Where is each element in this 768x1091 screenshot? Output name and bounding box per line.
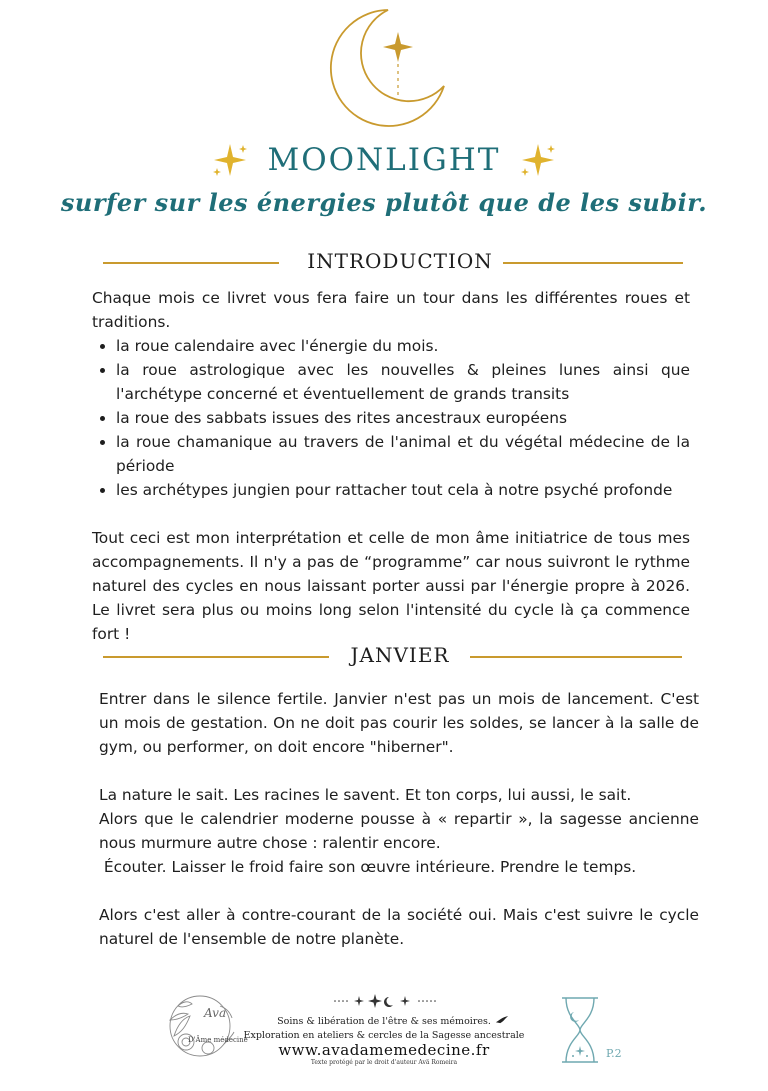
introduction-section bbox=[92, 286, 690, 646]
divider-left bbox=[103, 262, 279, 264]
footer-copyright: Texte protégé par le droit d'auteur Avä Romeira bbox=[310, 1059, 458, 1066]
logo-caption: D'Âme médecine bbox=[188, 1036, 248, 1044]
page-number: P.2 bbox=[606, 1047, 622, 1060]
hourglass-icon bbox=[558, 994, 602, 1066]
list-item: • les archétypes jungien pour rattacher tout cela à notre psyché profonde bbox=[116, 478, 690, 502]
bird-icon bbox=[495, 1015, 509, 1026]
section-heading-introduction: INTRODUCTION bbox=[307, 249, 493, 273]
list-item: • la roue astrologique avec les nouvelles & pleines lunes ainsi que l'archétype concerné et éventuellement de grands transits bbox=[116, 358, 690, 406]
divider-right bbox=[503, 262, 683, 264]
footer-tagline-2: Exploration en ateliers & cercles de la Sagesse ancestrale bbox=[243, 1030, 525, 1041]
footer-tagline-1: Soins & libération de l'être & ses mémoires. bbox=[277, 1016, 491, 1027]
janvier-paragraph-1: Entrer dans le silence fertile. Janvier n'est pas un mois de lancement. C'est un mois de gestation. On ne doit pas courir les soldes, se lancer à la salle de gym, ou performer, on doit encore "hiberner". bbox=[99, 690, 699, 756]
crescent-moon-icon bbox=[326, 6, 450, 130]
janvier-paragraph-2c: Écouter. Laisser le froid faire son œuvre intérieure. Prendre le temps. bbox=[99, 858, 637, 876]
divider-left bbox=[103, 656, 329, 658]
janvier-section bbox=[99, 687, 699, 951]
section-heading-janvier: JANVIER bbox=[350, 643, 450, 667]
sparkle-icon bbox=[518, 142, 558, 178]
janvier-paragraph-2a: La nature le sait. Les racines le savent. Et ton corps, lui aussi, le sait. bbox=[99, 786, 632, 804]
introduction-closing: Tout ceci est mon interprétation et celle de mon âme initiatrice de tous mes accompagnements. Il n'y a pas de “programme” car nous suivront le rythme naturel des cycles en nous laissant porter aussi par l'énergie propre à 2026. Le livret sera plus ou moins long selon l'intensité du cycle là ça commence fort ! bbox=[92, 529, 690, 643]
logo-script: Ava bbox=[204, 1006, 227, 1020]
subtitle: surfer sur les énergies plutôt que de les subir. bbox=[60, 188, 708, 217]
list-item: • la roue chamanique au travers de l'animal et du végétal médecine de la période bbox=[116, 430, 690, 478]
title-row bbox=[0, 140, 768, 180]
introduction-lead: Chaque mois ce livret vous fera faire un tour dans les différentes roues et traditions. bbox=[92, 289, 690, 331]
footer-website-link[interactable]: www.avadamemedecine.fr bbox=[278, 1041, 490, 1059]
janvier-paragraph-2b: Alors que le calendrier moderne pousse à « repartir », la sagesse ancienne nous murmure autre chose : ralentir encore. bbox=[99, 810, 699, 852]
list-item: • la roue des sabbats issues des rites ancestraux européens bbox=[116, 406, 690, 430]
divider-right bbox=[470, 656, 682, 658]
janvier-paragraph-3: Alors c'est aller à contre-courant de la société oui. Mais c'est suivre le cycle naturel de l'ensemble de notre planète. bbox=[99, 906, 699, 948]
list-item: • la roue calendaire avec l'énergie du mois. bbox=[116, 334, 690, 358]
introduction-bullets bbox=[70, 334, 690, 502]
page-title: MOONLIGHT bbox=[267, 142, 501, 178]
decorative-stars-icon bbox=[331, 992, 451, 1008]
sparkle-icon bbox=[210, 142, 250, 178]
